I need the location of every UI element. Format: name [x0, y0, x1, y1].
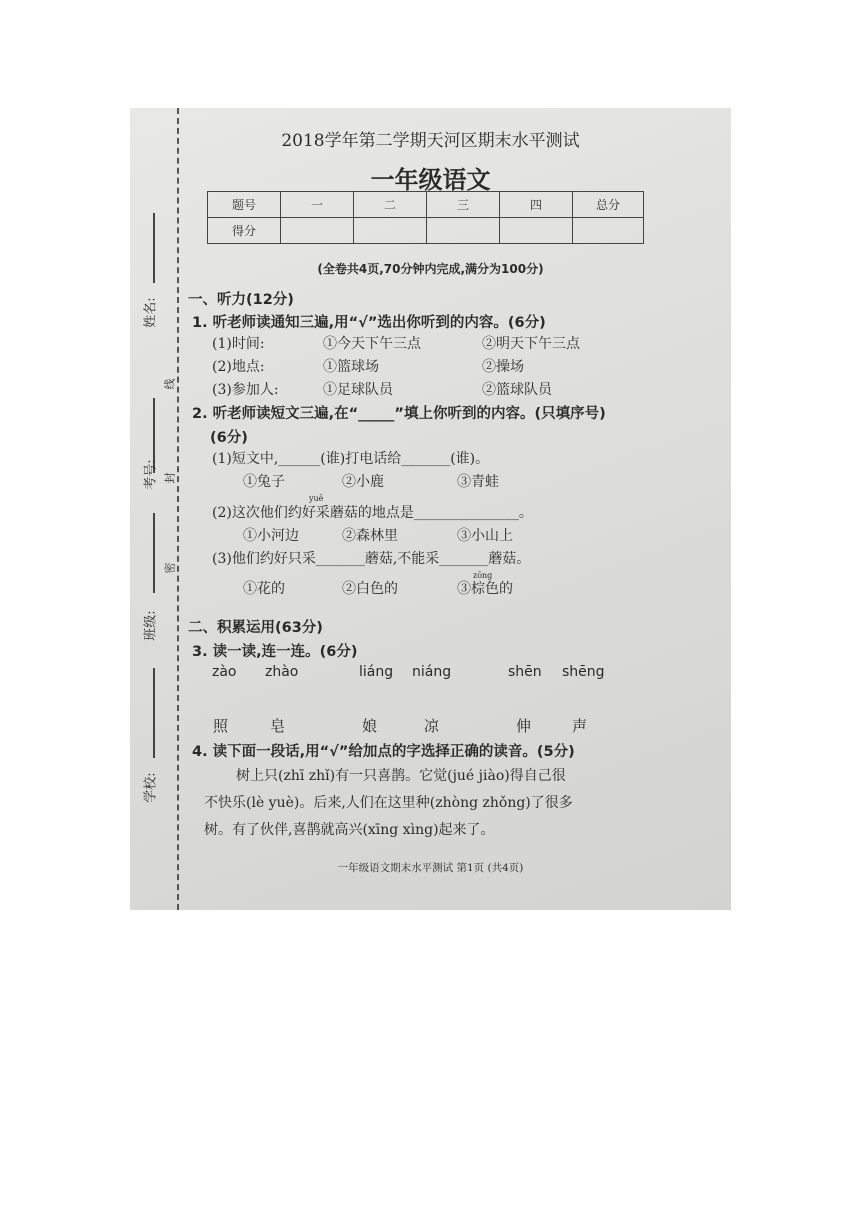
school-blank-line — [153, 668, 155, 758]
option-label: (2)地点: — [212, 359, 265, 375]
score-cell: 四 — [500, 192, 573, 218]
choice-option: ③棕色的 — [457, 581, 513, 597]
score-cell: 总分 — [573, 192, 644, 218]
character-item[interactable]: 照 — [213, 717, 229, 735]
name-label: 姓名: — [143, 297, 159, 328]
score-blank-cell[interactable] — [427, 218, 500, 244]
score-cell: 三 — [427, 192, 500, 218]
option-label: (1)时间: — [212, 336, 265, 352]
binding-dashed-line — [177, 108, 179, 910]
choice-option: ①兔子 — [243, 474, 285, 490]
seal-mark-line: 线 — [163, 378, 177, 390]
pinyin-annotation: yuē — [309, 494, 324, 503]
pinyin-item[interactable]: shēn — [508, 664, 542, 680]
exam-paper — [130, 108, 731, 910]
pinyin-item[interactable]: niáng — [412, 664, 452, 680]
exam-title: 2018学年第二学期天河区期末水平测试 — [281, 131, 580, 151]
fill-sentence[interactable]: (1)短文中,______(谁)打电话给_______(谁)。 — [212, 451, 490, 467]
section-heading: 二、积累运用(63分) — [188, 620, 323, 636]
exam-no-label: 考号: — [143, 459, 159, 490]
question-stem: 4. 读下面一段话,用“√”给加点的字选择正确的读音。(5分) — [192, 744, 575, 760]
reading-line[interactable]: 树上只(zhī zhǐ)有一只喜鹊。它觉(jué jiào)得自己很 — [236, 768, 566, 784]
pinyin-item[interactable]: liáng — [359, 664, 394, 680]
exam-note: (全卷共4页,70分钟内完成,满分为100分) — [317, 262, 544, 276]
fill-sentence[interactable]: (2)这次他们约好采蘑菇的地点是_______________。 — [212, 505, 533, 521]
score-cell: 一 — [281, 192, 354, 218]
option-label: (3)参加人: — [212, 382, 279, 398]
fill-sentence[interactable]: (3)他们约好只采_______蘑菇,不能采_______蘑菇。 — [212, 551, 531, 567]
pinyin-item[interactable]: zào — [212, 664, 237, 680]
seal-mark-secret: 密 — [163, 562, 177, 574]
choice-option: ②森林里 — [342, 528, 398, 544]
character-item[interactable]: 皂 — [270, 717, 286, 735]
question-stem: 1. 听老师读通知三遍,用“√”选出你听到的内容。(6分) — [192, 315, 546, 331]
score-blank-cell[interactable] — [573, 218, 644, 244]
question-stem: 2. 听老师读短文三遍,在“_____”填上你听到的内容。(只填序号) — [192, 406, 606, 422]
score-blank-cell[interactable] — [354, 218, 427, 244]
score-cell: 题号 — [208, 192, 281, 218]
choice-option: ①小河边 — [243, 528, 299, 544]
class-blank-line — [153, 513, 155, 593]
score-table-score-row — [208, 218, 644, 244]
class-label: 班级: — [143, 610, 159, 641]
reading-line[interactable]: 树。有了伙伴,喜鹊就高兴(xīng xìng)起来了。 — [204, 822, 495, 838]
score-cell: 二 — [354, 192, 427, 218]
option-b[interactable]: ②操场 — [482, 359, 524, 375]
choice-option: ②白色的 — [342, 581, 398, 597]
question-stem: 3. 读一读,连一连。(6分) — [192, 644, 358, 660]
section-heading: 一、听力(12分) — [188, 292, 294, 308]
score-blank-cell[interactable] — [500, 218, 573, 244]
school-label: 学校: — [143, 772, 159, 803]
choice-option: ①花的 — [243, 581, 285, 597]
score-cell: 得分 — [208, 218, 281, 244]
pinyin-annotation: zōng — [473, 571, 493, 580]
score-blank-cell[interactable] — [281, 218, 354, 244]
option-b[interactable]: ②明天下午三点 — [482, 336, 580, 352]
reading-line[interactable]: 不快乐(lè yuè)。后来,人们在这里种(zhòng zhǒng)了很多 — [204, 795, 573, 811]
seal-mark-seal: 封 — [163, 472, 177, 484]
pinyin-item[interactable]: zhào — [265, 664, 299, 680]
character-item[interactable]: 娘 — [362, 717, 378, 735]
character-item[interactable]: 伸 — [516, 717, 532, 735]
character-item[interactable]: 声 — [572, 717, 588, 735]
option-a[interactable]: ①篮球场 — [323, 359, 379, 375]
option-a[interactable]: ①足球队员 — [323, 382, 393, 398]
choice-option: ②小鹿 — [342, 474, 384, 490]
character-item[interactable]: 凉 — [424, 717, 440, 735]
score-table-header-row — [208, 192, 644, 218]
option-b[interactable]: ②篮球队员 — [482, 382, 552, 398]
pinyin-item[interactable]: shēng — [562, 664, 605, 680]
page-footer: 一年级语文期末水平测试 第1页 (共4页) — [337, 862, 524, 874]
option-a[interactable]: ①今天下午三点 — [323, 336, 421, 352]
choice-option: ③小山上 — [457, 528, 513, 544]
subject-title: 一年级语文 — [370, 166, 491, 194]
question-points: (6分) — [210, 430, 248, 446]
choice-option: ③青蛙 — [457, 474, 499, 490]
score-table — [207, 191, 644, 244]
